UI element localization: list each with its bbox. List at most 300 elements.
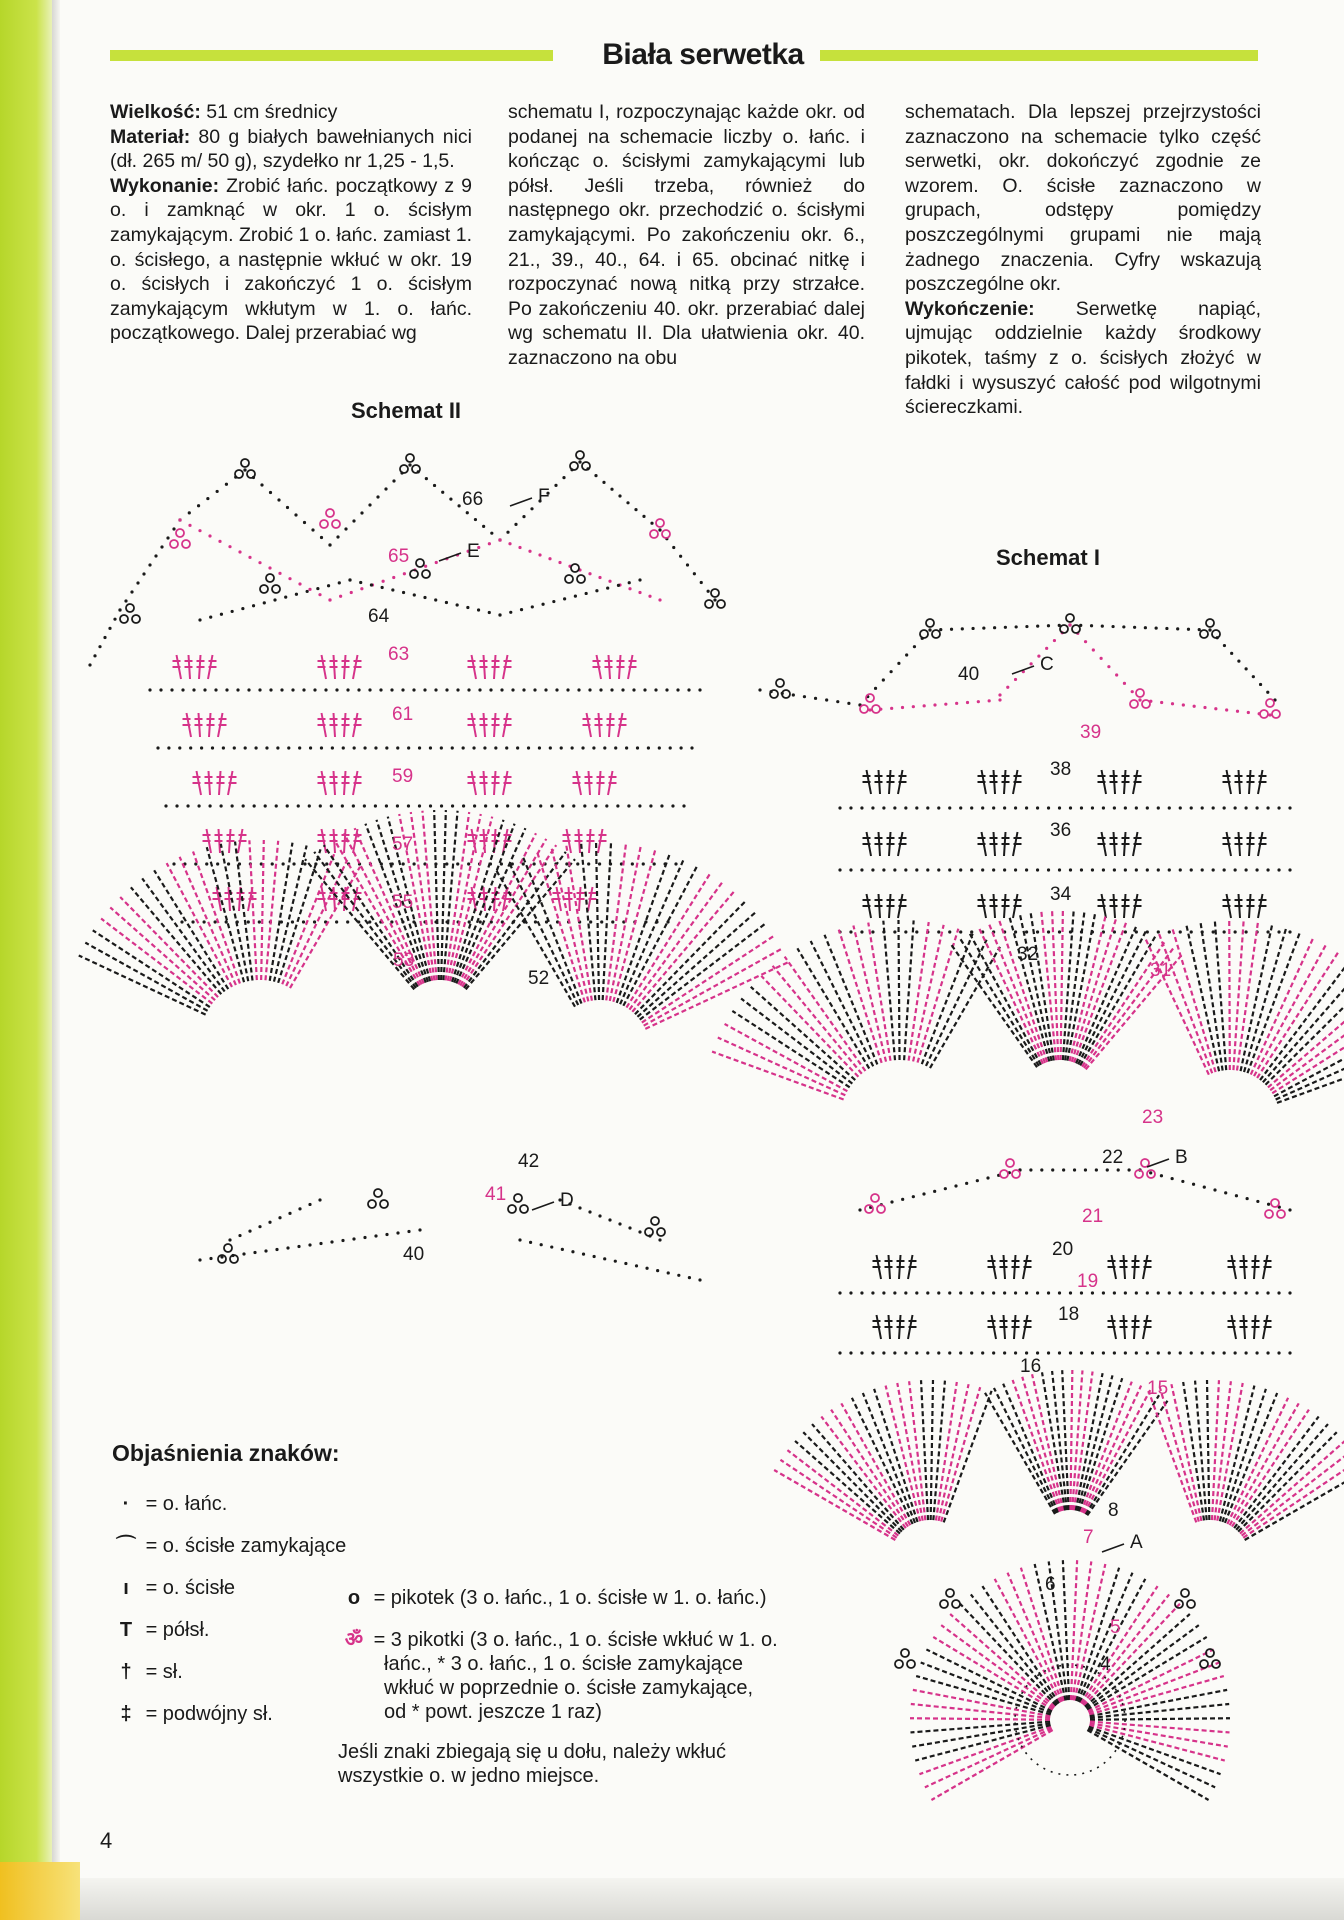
chain-stitch-mark [1234,806,1237,809]
chain-stitch-mark [847,702,850,705]
chain-stitch-mark [998,693,1001,696]
chain-stitch-mark [658,598,661,601]
chain-stitch-mark [893,1291,896,1294]
chain-stitch-mark [1259,683,1262,686]
chain-stitch-mark [982,626,985,629]
chain-stitch-mark [434,598,437,601]
chain-stitch-mark [136,581,139,584]
chain-stitch-mark [860,1291,863,1294]
chain-stitch-mark [238,1234,241,1237]
chain-stitch-mark [260,483,263,486]
chain-stitch-mark [412,862,415,865]
chain-stitch-mark [1230,652,1233,655]
chain-stitch-mark [418,746,421,749]
chain-stitch-mark [540,1243,543,1246]
chain-stitch-mark [228,545,231,548]
chain-stitch-mark [208,534,211,537]
chain-stitch-mark [561,1248,564,1251]
chain-stitch-mark [1146,1351,1149,1354]
chain-stitch-mark [238,550,241,553]
chain-stitch-mark [233,746,236,749]
chain-stitch-mark [915,868,918,871]
chain-stitch-mark [225,920,228,923]
triple-picot-mark [662,530,670,538]
chain-stitch-mark [928,628,931,631]
chain-stitch-mark [1255,806,1258,809]
chain-stitch-mark [325,862,328,865]
chain-stitch-mark [1069,868,1072,871]
chain-stitch-mark [599,688,602,691]
chain-stitch-mark [516,746,519,749]
chain-stitch-mark [1014,678,1017,681]
chain-stitch-mark [693,572,696,575]
chain-stitch-mark [188,524,191,527]
chain-stitch-mark [336,535,339,538]
chain-stitch-mark [937,868,940,871]
chain-stitch-mark [275,1248,278,1251]
triple-picot-mark [241,459,249,467]
triple-picot-mark [717,600,725,608]
round-number: 55 [392,892,414,913]
chain-stitch-mark [1187,628,1190,631]
chain-stitch-mark [456,688,459,691]
chain-stitch-mark [462,804,465,807]
chain-stitch-mark [904,868,907,871]
chain-stitch-mark [202,920,205,923]
round-number: 53 [393,950,415,971]
chain-stitch-mark [449,497,452,500]
stitch-fan-mark [1207,1380,1209,1520]
chain-stitch-mark [188,511,191,514]
chain-stitch-mark [390,688,393,691]
chain-stitch-mark [451,746,454,749]
chain-stitch-mark [954,1184,957,1187]
chain-stitch-mark [1171,1177,1174,1180]
picot-icon: o [347,1587,361,1609]
chain-stitch-mark [1179,1291,1182,1294]
chain-stitch-mark [381,586,384,589]
triple-picot-mark [235,470,243,478]
triple-picot-mark [571,564,579,572]
chain-stitch-mark [353,746,356,749]
chain-stitch-mark [1014,806,1017,809]
chain-stitch-mark [1256,1200,1259,1203]
stitch-fan-mark [1063,1560,1069,1700]
chain-stitch-mark [269,688,272,691]
chain-stitch-mark [976,1179,979,1182]
chain-stitch-mark [672,546,675,549]
chain-stitch-mark [893,1351,896,1354]
round-number: 32 [1017,944,1039,965]
chain-stitch-mark [913,645,916,648]
chain-stitch-mark [368,688,371,691]
chain-stitch-mark [1036,930,1039,933]
triple-picot-mark [332,520,340,528]
chain-stitch-mark [860,1351,863,1354]
chain-stitch-mark [758,688,761,691]
round-number: 59 [392,766,414,787]
chain-stitch-mark [271,862,274,865]
stitch-fan-mark [841,1403,910,1525]
chain-stitch-mark [1047,1351,1050,1354]
chain-stitch-mark [616,804,619,807]
chain-stitch-mark [628,587,631,590]
chain-stitch-mark [608,580,611,583]
start-arrow-letter: B [1175,1147,1188,1168]
start-arrow-icon [510,498,532,506]
stitch-symbol-icon: T [119,1619,133,1641]
chain-stitch-mark [904,930,907,933]
chain-stitch-mark [335,688,338,691]
chain-stitch-mark [1091,868,1094,871]
chain-stitch-mark [638,591,641,594]
chain-stitch-mark [1123,682,1126,685]
chain-stitch-mark [324,688,327,691]
stitch-fan-mark [931,1380,933,1520]
chain-stitch-mark [253,804,256,807]
triple-picot-mark [952,1600,960,1608]
chain-stitch-mark [360,587,363,590]
chain-stitch-mark [1068,623,1071,626]
schema2-label: Schemat II [351,398,462,423]
chain-stitch-mark [286,1246,289,1249]
chain-stitch-mark [1288,1351,1291,1354]
chain-stitch-mark [247,688,250,691]
chain-stitch-mark [363,1236,366,1239]
chain-stitch-mark [1025,930,1028,933]
stitch-fan-mark [1013,1380,1060,1512]
chain-stitch-mark [1190,806,1193,809]
page-number: 4 [100,1828,113,1853]
triple-picot-mark [1200,1660,1208,1668]
chain-stitch-mark [933,1190,936,1193]
chain-stitch-mark [698,1278,701,1281]
chain-stitch-mark [178,746,181,749]
stitch-fan-mark [868,923,890,1061]
chain-stitch-mark [871,1351,874,1354]
triple-picot-mark [776,679,784,687]
chain-stitch-mark [1047,1291,1050,1294]
triple-picot-icon: ॐ [344,1629,364,1651]
chain-stitch-mark [549,746,552,749]
chain-stitch-mark [959,1291,962,1294]
chain-stitch-mark [1135,1351,1138,1354]
chain-stitch-mark [445,601,448,604]
triple-picot-mark [576,451,584,459]
chain-stitch-mark [392,479,395,482]
round-number: 31 [1150,960,1172,981]
chain-stitch-mark [180,920,183,923]
chain-stitch-mark [467,688,470,691]
schema1-label: Schemat I [996,545,1100,570]
chain-stitch-mark [871,868,874,871]
chain-stitch-mark [890,1200,893,1203]
chain-stitch-mark [598,862,601,865]
execution-label: Wykonanie: [110,174,220,197]
chain-stitch-mark [603,746,606,749]
chain-stitch-mark [527,746,530,749]
triple-picot-mark [901,1649,909,1657]
chain-stitch-mark [1014,1291,1017,1294]
chain-stitch-mark [243,468,246,471]
chain-stitch-mark [242,804,245,807]
chain-stitch-mark [1190,1351,1193,1354]
chain-stitch-mark [385,746,388,749]
chain-stitch-mark [1138,698,1141,701]
chain-stitch-mark [933,703,936,706]
triple-picot-mark [132,615,140,623]
chain-stitch-mark [265,746,268,749]
chain-stitch-mark [626,501,629,504]
chain-stitch-mark [585,592,588,595]
chain-stitch-mark [1160,701,1163,704]
start-arrow-letter: F [538,486,550,507]
chain-stitch-mark [849,930,852,933]
chain-stitch-mark [541,603,544,606]
chain-stitch-mark [882,868,885,871]
stitch-fan-mark [1073,1561,1092,1700]
chain-stitch-mark [1288,1208,1291,1211]
legend-item [112,1660,183,1684]
round-number: 19 [1077,1271,1099,1292]
chain-stitch-mark [423,688,426,691]
chain-stitch-mark [1058,806,1061,809]
chain-stitch-mark [682,804,685,807]
start-arrow-icon [439,553,461,561]
chain-stitch-mark [1193,705,1196,708]
chain-stitch-mark [247,920,250,923]
chain-stitch-mark [396,746,399,749]
chain-stitch-mark [518,546,521,549]
chain-stitch-mark [441,491,444,494]
chain-stitch-mark [871,930,874,933]
chain-stitch-mark [520,608,523,611]
chain-stitch-mark [901,706,904,709]
stitch-fan-mark [79,955,206,1014]
chain-stitch-mark [638,804,641,807]
chain-stitch-mark [1168,806,1171,809]
triple-text-1: = 3 pikotki (3 o. łańc., 1 o. ścisłe wkłuć w 1. o. [373,1629,778,1651]
chain-stitch-mark [178,518,181,521]
chain-stitch-mark [1255,1291,1258,1294]
triple-picot-mark [582,462,590,470]
chain-stitch-mark [992,1291,995,1294]
chain-stitch-mark [1146,1291,1149,1294]
chain-stitch-mark [1157,1351,1160,1354]
chain-stitch-mark [589,920,592,923]
chain-stitch-mark [489,688,492,691]
chain-stitch-mark [565,862,568,865]
chain-stitch-mark [1113,1351,1116,1354]
chain-stitch-mark [677,1274,680,1277]
chain-stitch-mark [341,804,344,807]
chain-stitch-mark [319,1242,322,1245]
text-column-2: schematu I, rozpoczynając każde okr. od podanej na schemacie liczby o. łańc. i kończąc o. ścisłymi zamykającymi lub półsł. Jeśli trzeba, również do następnego okr. przechodzić o. ścisłymi zamykającymi. Po zakończeniu okr. 6., 21., 39., 40., 64. i 65. obcinać nitkę i rozpoczynać nową nitką przy strzałce. Po zakończeniu 40. okr. przerabiać dalej wg schematu II. Dla ułatwienia okr. 40. zaznaczono na obu [508,101,865,369]
chain-stitch-mark [252,604,255,607]
chain-stitch-mark [396,804,399,807]
chain-stitch-mark [628,581,631,584]
chain-stitch-mark [1201,1291,1204,1294]
stitch-fan-mark [1247,933,1299,1074]
chain-stitch-mark [357,688,360,691]
chain-stitch-mark [1236,710,1239,713]
stitch-fan-mark [1052,1371,1067,1510]
chain-stitch-mark [200,746,203,749]
chain-stitch-mark [922,1192,925,1195]
chain-stitch-mark [588,572,591,575]
note-line-1: Jeśli znaki zbiegają się u dołu, należy wkłuć [338,1741,726,1763]
chain-stitch-mark [1255,1351,1258,1354]
chain-stitch-mark [118,608,121,611]
stitch-fan-mark [1240,1441,1344,1534]
chain-stitch-mark [258,561,261,564]
chain-stitch-mark [792,693,795,696]
chain-stitch-mark [327,584,330,587]
chain-stitch-mark [1266,1291,1269,1294]
chain-stitch-mark [225,688,228,691]
chain-stitch-mark [838,1291,841,1294]
chain-stitch-mark [479,920,482,923]
chain-stitch-mark [130,590,133,593]
chain-stitch-mark [350,591,353,594]
stitch-fan-mark [1220,1386,1255,1522]
chain-stitch-mark [258,1225,261,1228]
chain-stitch-mark [653,862,656,865]
chain-stitch-mark [1051,1168,1054,1171]
stitch-fan-mark [637,911,757,1017]
triple-picot-mark [946,1589,954,1597]
chain-stitch-mark [1090,624,1093,627]
chain-stitch-mark [648,595,651,598]
stitch-fan-mark [1251,938,1313,1074]
round-number: 5 [1110,1617,1121,1638]
stitch-fan-mark [1234,1417,1319,1529]
chain-stitch-mark [433,484,436,487]
chain-stitch-mark [610,688,613,691]
chain-stitch-mark [1115,673,1118,676]
chain-stitch-mark [538,553,541,556]
chain-stitch-mark [992,1351,995,1354]
triple-picot-mark [1141,1159,1149,1167]
chain-stitch-mark [236,688,239,691]
triple-picot-mark [657,1228,665,1236]
triple-picot-mark [656,519,664,527]
chain-stitch-mark [1244,930,1247,933]
chain-stitch-mark [225,483,228,486]
chain-stitch-mark [970,868,973,871]
chain-stitch-mark [538,746,541,749]
triple-picot-mark [1012,1170,1020,1178]
chain-stitch-mark [923,704,926,707]
schema2-diagram [79,451,791,1282]
chain-stitch-mark [396,1231,399,1234]
chain-stitch-mark [198,618,201,621]
triple-picot-mark [860,705,868,713]
chain-stitch-mark [571,1250,574,1253]
chain-stitch-mark [306,590,309,593]
chain-stitch-mark [166,536,169,539]
chain-stitch-mark [1080,868,1083,871]
chain-stitch-mark [330,804,333,807]
chain-stitch-mark [268,1221,271,1224]
chain-stitch-mark [462,746,465,749]
material-text: 80 g białych bawełnianych nici (dł. 265 m/ 50 g), szydełko nr 1,25 - 1,5. [110,125,472,173]
chain-stitch-mark [308,804,311,807]
chain-stitch-mark [1224,1191,1227,1194]
stitch-fan-mark [933,1381,945,1521]
chain-stitch-mark [948,806,951,809]
stitch-fan-mark [1063,910,1074,1060]
chain-stitch-mark [482,525,485,528]
stitch-fan-mark [142,878,224,991]
chain-stitch-mark [1111,625,1114,628]
chain-stitch-mark [276,746,279,749]
chain-stitch-mark [594,474,597,477]
chain-stitch-mark [1025,1291,1028,1294]
chain-stitch-mark [181,688,184,691]
stitch-fan-mark [811,941,874,1066]
chain-stitch-mark [1144,626,1147,629]
chain-stitch-mark [1223,1291,1226,1294]
chain-stitch-mark [342,746,345,749]
stitch-fan-mark [1183,1382,1204,1520]
chain-stitch-mark [484,804,487,807]
chain-stitch-mark [977,700,980,703]
chain-stitch-mark [148,688,151,691]
chain-stitch-mark [577,688,580,691]
chain-stitch-mark [258,688,261,691]
chain-stitch-mark [288,577,291,580]
triple-picot-mark [940,1600,948,1608]
chain-stitch-mark [588,1210,591,1213]
chain-stitch-mark [529,1241,532,1244]
chain-stitch-mark [1223,930,1226,933]
chain-stitch-mark [594,804,597,807]
legend-item-text: = o. ścisłe [145,1577,236,1599]
chain-stitch-mark [893,868,896,871]
chain-stitch-mark [897,662,900,665]
legend-picot [340,1586,767,1610]
chain-stitch-mark [509,611,512,614]
chain-stitch-mark [1212,930,1215,933]
triple-picot-mark [770,690,778,698]
triple-picot-mark [1060,625,1068,633]
chain-stitch-mark [368,503,371,506]
chain-stitch-mark [124,599,127,602]
chain-stitch-mark [379,688,382,691]
chain-stitch-mark [241,607,244,610]
chain-stitch-mark [1133,626,1136,629]
chain-stitch-mark [560,746,563,749]
chain-stitch-mark [915,1351,918,1354]
chain-stitch-mark [1179,930,1182,933]
stitch-symbol-icon: · [122,1493,130,1515]
stitch-fan-mark [1237,922,1258,1071]
chain-stitch-mark [1100,657,1103,660]
chain-stitch-mark [860,806,863,809]
stitch-symbol-icon: ⌒ [116,1535,136,1557]
stitch-fan-mark [999,920,1047,1062]
triple-picot-mark [320,520,328,528]
stitch-fan-mark [936,1382,957,1520]
stitch-fan-mark [883,921,895,1061]
stitch-symbol-icon: † [120,1661,132,1683]
chain-stitch-mark [220,804,223,807]
stitch-fan-mark [1212,1380,1219,1520]
chain-stitch-mark [402,591,405,594]
chain-stitch-mark [858,1208,861,1211]
start-arrow-letter: C [1040,654,1054,675]
